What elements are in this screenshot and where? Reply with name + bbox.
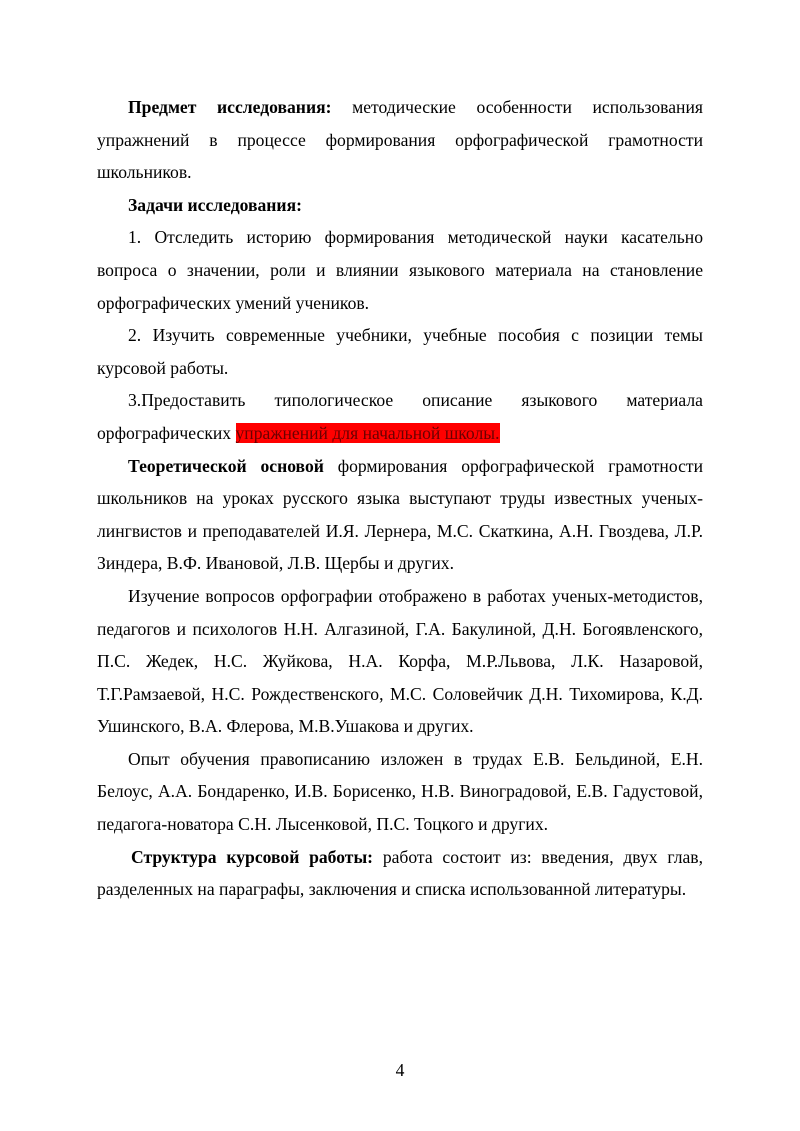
task-item-2: 2. Изучить современные учебники, учебные пособия с позиции темы курсовой работы. bbox=[97, 325, 703, 378]
subject-paragraph bbox=[97, 91, 703, 189]
task-item-3 bbox=[97, 384, 703, 449]
study-paragraph: Изучение вопросов орфографии отображено в работах ученых-методистов, педагогов и психологов Н.Н. Алгазиной, Г.А. Бакулиной, Д.Н. Богоявленского, П.С. Жедек, Н.С. Жуйкова, Н.А. Корфа, М.Р.Львова, Л.К. Назаровой, Т.Г.Рамзаевой, Н.С. Рождественского, М.С. Соловейчик Д.Н. Тихомирова, К.Д. Ушинского, В.А. Флерова, М.В.Ушакова и других. bbox=[97, 585, 703, 737]
document-page bbox=[97, 91, 703, 906]
structure-label: Структура курсовой работы: bbox=[131, 846, 374, 867]
subject-text: методические особенности использования упражнений в процессе формирования орфографической грамотности школьников. bbox=[97, 97, 703, 183]
subject-label: Предмет исследования: bbox=[128, 97, 332, 117]
task-item-1: 1. Отследить историю формирования методической науки касательно вопроса о значении, роли и влиянии языкового материала на становление орфографических умений учеников. bbox=[97, 227, 703, 313]
theory-paragraph bbox=[97, 450, 703, 580]
theory-label: Теоретической основой bbox=[128, 455, 324, 476]
page-number: 4 bbox=[395, 1060, 405, 1080]
task-item-3-line1: 3.Предоставить типологическое описание языкового материала bbox=[128, 390, 703, 411]
experience-paragraph: Опыт обучения правописанию изложен в трудах Е.В. Бельдиной, Е.Н. Белоус, А.А. Бондаренко, И.В. Борисенко, Н.В. Виноградовой, Е.В. Гадустовой, педагога-новатора С.Н. Лысенковой, П.С. Тоцкого и других. bbox=[97, 748, 703, 835]
tasks-heading-label: Задачи исследования: bbox=[128, 194, 302, 215]
highlighted-text: упражнений для начальной школы. bbox=[235, 422, 500, 443]
theory-text: формирования орфографической грамотности школьников на уроках русского языка выступают труды известных ученых-лингвистов и преподавателей И.Я. Лернера, М.С. Скаткина, А.Н. Гвоздева, Л.Р. Зиндера, В.Ф. Ивановой, Л.В. Щербы и других. bbox=[97, 455, 703, 574]
tasks-heading bbox=[97, 189, 703, 222]
task-item-3-plain: орфографических bbox=[97, 422, 236, 443]
structure-paragraph bbox=[97, 841, 703, 906]
structure-text: работа состоит из: введения, двух глав, разделенных на параграфы, заключения и списка использованной литературы. bbox=[97, 846, 703, 900]
